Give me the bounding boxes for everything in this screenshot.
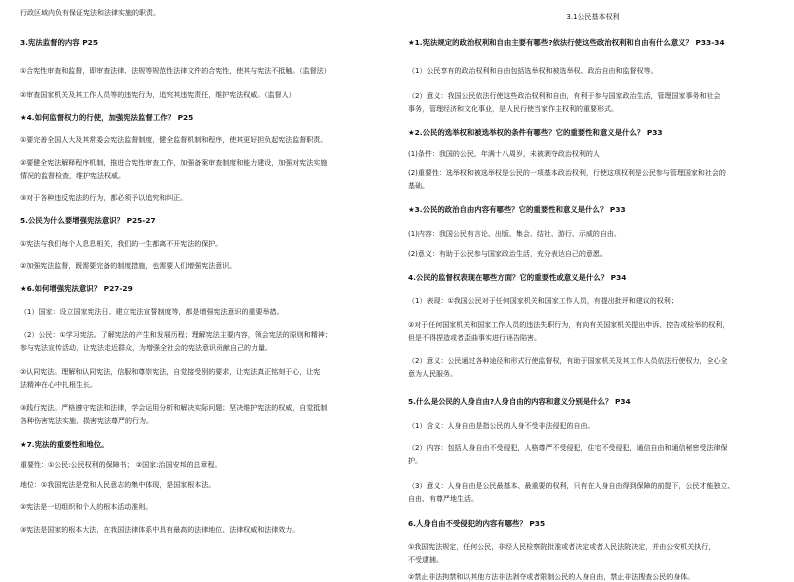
text-line: 法精神在心中扎根生长。 <box>20 381 97 389</box>
text-line: ②认同宪法。理解和认同宪法，信服和尊崇宪法，自觉接受别的要求，让宪法真正铭刻于心，让宪 <box>20 368 321 376</box>
text-line: ②对于任何国家机关和国家工作人员的违法失职行为，有向有关国家机关提出申诉、控告或检举的权利， <box>408 321 730 329</box>
text-line: 但是不得捏造或者歪曲事实进行诬告陷害。 <box>408 334 541 342</box>
section-heading: 6.人身自由不受侵犯的内容有哪些？ P35 <box>408 519 546 528</box>
text-line: (1)条件：我国的公民，年满十八周岁，未被剥夺政治权利的人 <box>408 150 600 158</box>
text-line: ③对于各种违反宪法的行为，都必须予以追究和纠正。 <box>20 194 188 202</box>
text-line: 重要性：①公民:公民权利的保障书； ②国家:治国安邦的总章程。 <box>20 461 222 469</box>
text-line: ②审查国家机关及其工作人员等的违宪行为，追究其违宪责任，维护宪法权威。（监督人） <box>20 91 296 99</box>
section-heading: 5.公民为什么要增强宪法意识？ P25-27 <box>20 216 156 225</box>
text-line: ②宪法是一切组织和个人的根本活动准则。 <box>20 503 153 511</box>
page-section-title: 3.1公民基本权利 <box>566 13 620 21</box>
section-heading: ★6.如何增强宪法意识？ P27-29 <box>20 284 133 293</box>
text-line: （1）含义：人身自由是指公民的人身不受非法侵犯的自由。 <box>408 422 595 430</box>
section-heading: ★7.宪法的重要性和地位。 <box>20 440 109 449</box>
text-line: 不受逮捕。 <box>408 556 443 564</box>
text-line: 护。 <box>408 457 422 465</box>
text-line: （2）内容：包括人身自由不受侵犯，人格尊严不受侵犯，住宅不受侵犯，通信自由和通信秘密受法律保 <box>408 444 728 452</box>
text-line: 情况的监督检查，维护宪法权威。 <box>20 172 125 180</box>
text-line: （2）公民：①学习宪法。了解宪法的产生和发展历程；理解宪法主要内容，领会宪法的原则和精神； <box>20 331 332 339</box>
text-line: ②加强宪法监督，既需要完备的制度措施，也需要人们增强宪法意识。 <box>20 262 237 270</box>
text-line: （1）公民享有的政治权利和自由包括选举权和被选举权、政治自由和监督权等。 <box>408 67 658 75</box>
text-line: ①合宪性审查和监督，即审查法律、法规等规范性法律文件的合宪性，使其与宪法不抵触。（监督法） <box>20 67 331 75</box>
text-line: 参与宪法宣传活动，让宪法走近群众，为增强全社会的宪法意识贡献自己的力量。 <box>20 344 272 352</box>
text-line: ③践行宪法。严格遵守宪法和法律，学会运用分析和解决实际问题；坚决维护宪法的权威，自觉抵制 <box>20 404 328 412</box>
text-line: 基础。 <box>408 182 429 190</box>
text-line: (1)内容：我国公民有言论、出版、集会、结社、游行、示威的自由。 <box>408 230 621 238</box>
text-line: ②禁止非法拘禁和以其他方法非法剥夺或者限制公民的人身自由，禁止非法搜查公民的身体。 <box>408 573 695 581</box>
text-line: （2）意义：公民通过各种途径和形式行使监督权，有助于国家机关及其工作人员依法行使权力，全心全 <box>408 357 728 365</box>
text-line: （2）意义：我国公民依法行使这些政治权利和自由，有利于参与国家政治生活，管理国家事务和社会 <box>408 92 721 100</box>
section-heading: 5.什么是公民的人身自由?人身自由的内容和意义分别是什么？ P34 <box>408 397 631 406</box>
section-heading: 3.宪法监督的内容 P25 <box>20 38 98 47</box>
text-line: ①宪法与我们每个人息息相关，我们的一生都离不开宪法的保护。 <box>20 240 223 248</box>
text-line: （3）意义：人身自由是公民最基本、最重要的权利，只有在人身自由得到保障的前提下，公民才能独立、 <box>408 482 735 490</box>
text-line: (2)重要性：选举权和被选举权是公民的一项基本政治权利，行使这项权利是公民参与管理国家和社会的 <box>408 169 726 177</box>
section-heading: ★3.公民的政治自由内容有哪些？它的重要性和意义是什么？ P33 <box>408 205 626 214</box>
text-line: ③宪法是国家的根本大法，在我国法律体系中具有最高的法律地位、法律权威和法律效力。 <box>20 526 300 534</box>
section-heading: ★2.公民的选举权和被选举权的条件有哪些？它的重要性和意义是什么？ P33 <box>408 128 663 137</box>
text-line: 事务，管理经济和文化事业，是人民行使当家作主权利的重要形式。 <box>408 105 618 113</box>
text-line: ①我国宪法规定，任何公民，非经人民检察院批准或者决定或者人民法院决定，并由公安机关执行， <box>408 543 716 551</box>
text-line: （1）国家：设立国家宪法日、建立宪法宣誓制度等，都是增强宪法意识的重要举措。 <box>20 308 284 316</box>
text-line: 自由、有尊严地生活。 <box>408 495 478 503</box>
text-line: 各种伤害宪法实施、损害宪法尊严的行为。 <box>20 417 153 425</box>
section-heading: ★1.宪法规定的政治权利和自由主要有哪些?依法行使这些政治权利和自由有什么意义？ P33-34 <box>408 38 725 47</box>
section-heading: ★4.如何监督权力的行使，加强宪法监督工作？ P25 <box>20 113 194 122</box>
text-line: (2)意义：有助于公民参与国家政治生活，充分表达自己的意愿。 <box>408 250 607 258</box>
text-line: 行政区域内负有保证宪法和法律实施的职责。 <box>20 9 160 17</box>
text-line: （1）表现：①我国公民对于任何国家机关和国家工作人员，有提出批评和建议的权利； <box>408 297 678 305</box>
text-line: 意为人民服务。 <box>408 370 457 378</box>
text-line: ①要完善全国人大及其常委会宪法监督制度，健全监督机制和程序，使其更好担负起宪法监督职责。 <box>20 136 328 144</box>
text-line: 地位：①我国宪法是党和人民意志的集中体现，是国家根本法。 <box>20 481 216 489</box>
text-line: ②要健全宪法解释程序机制，推进合宪性审查工作，加强备案审查制度和能力建设，加强对宪法实施 <box>20 159 328 167</box>
section-heading: 4.公民的监督权表现在哪些方面？它的重要性或意义是什么？ P34 <box>408 273 627 282</box>
